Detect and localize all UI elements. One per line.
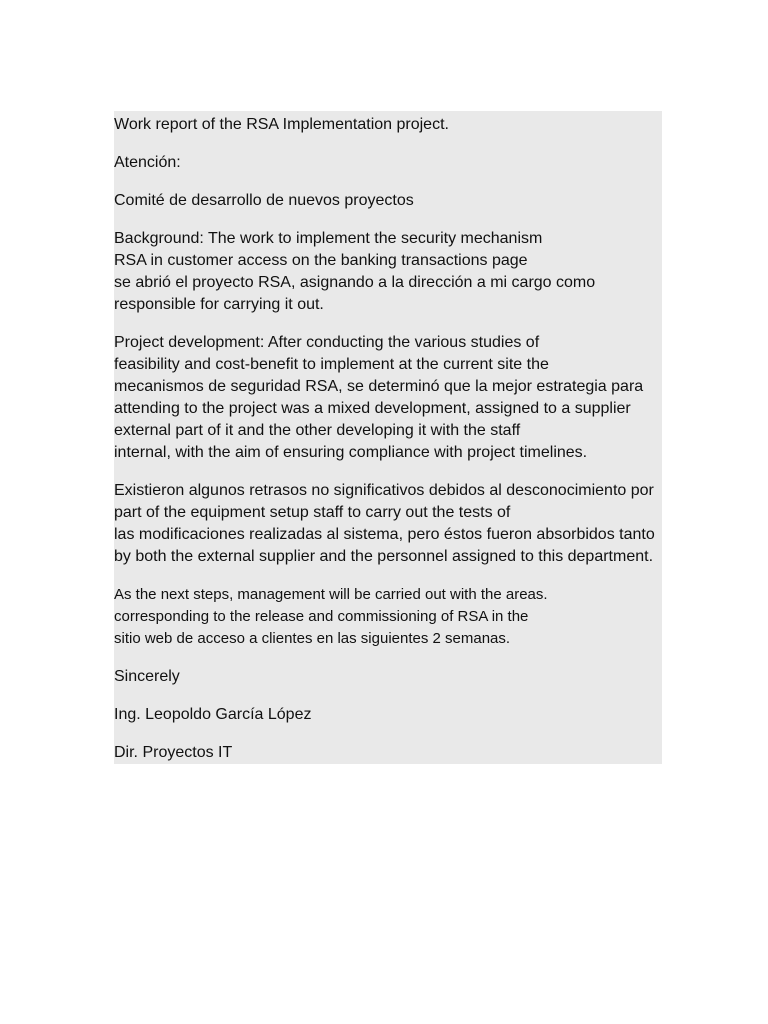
background-line-3: se abrió el proyecto RSA, asignando a la dirección a mi cargo como: [114, 274, 596, 291]
development-paragraph: [114, 332, 662, 464]
development-line-5: external part of it and the other developing it with the staff: [114, 422, 521, 439]
closing-text: Sincerely: [114, 668, 180, 685]
report-body: [114, 111, 662, 764]
background-line-1: Background: The work to implement the security mechanism: [114, 230, 543, 247]
recipient: [114, 190, 662, 212]
closing: [114, 666, 662, 688]
signatory-title-text: Dir. Proyectos IT: [114, 744, 233, 761]
development-line-2: feasibility and cost-benefit to implement at the current site the: [114, 356, 549, 373]
next-steps-line-3: sitio web de acceso a clientes en las siguientes 2 semanas.: [114, 630, 511, 647]
recipient-text: Comité de desarrollo de nuevos proyectos: [114, 192, 414, 209]
next-steps-line-2: corresponding to the release and commissioning of RSA in the: [114, 608, 529, 625]
attention-text: Atención:: [114, 154, 181, 171]
development-line-3: mecanismos de seguridad RSA, se determinó que la mejor estrategia para: [114, 378, 644, 395]
report-title-text: Work report of the RSA Implementation project.: [114, 116, 449, 133]
development-line-1: Project development: After conducting the various studies of: [114, 334, 540, 351]
signatory-title: [114, 742, 662, 764]
next-steps-line-1: As the next steps, management will be carried out with the areas.: [114, 586, 548, 603]
background-paragraph: [114, 228, 662, 316]
attention-label: [114, 152, 662, 174]
development-line-4: attending to the project was a mixed development, assigned to a supplier: [114, 400, 631, 417]
delays-line-3: las modificaciones realizadas al sistema, pero éstos fueron absorbidos tanto: [114, 526, 655, 543]
development-line-6: internal, with the aim of ensuring compliance with project timelines.: [114, 444, 588, 461]
background-line-4: responsible for carrying it out.: [114, 296, 324, 313]
delays-line-1: Existieron algunos retrasos no significativos debidos al desconocimiento por: [114, 482, 654, 499]
report-title: [114, 114, 662, 136]
signatory-name: [114, 704, 662, 726]
delays-line-2: part of the equipment setup staff to carry out the tests of: [114, 504, 511, 521]
signatory-name-text: Ing. Leopoldo García López: [114, 706, 312, 723]
next-steps-paragraph: [114, 584, 662, 650]
delays-line-4: by both the external supplier and the personnel assigned to this department.: [114, 548, 654, 565]
delays-paragraph: [114, 480, 662, 568]
background-line-2: RSA in customer access on the banking transactions page: [114, 252, 528, 269]
